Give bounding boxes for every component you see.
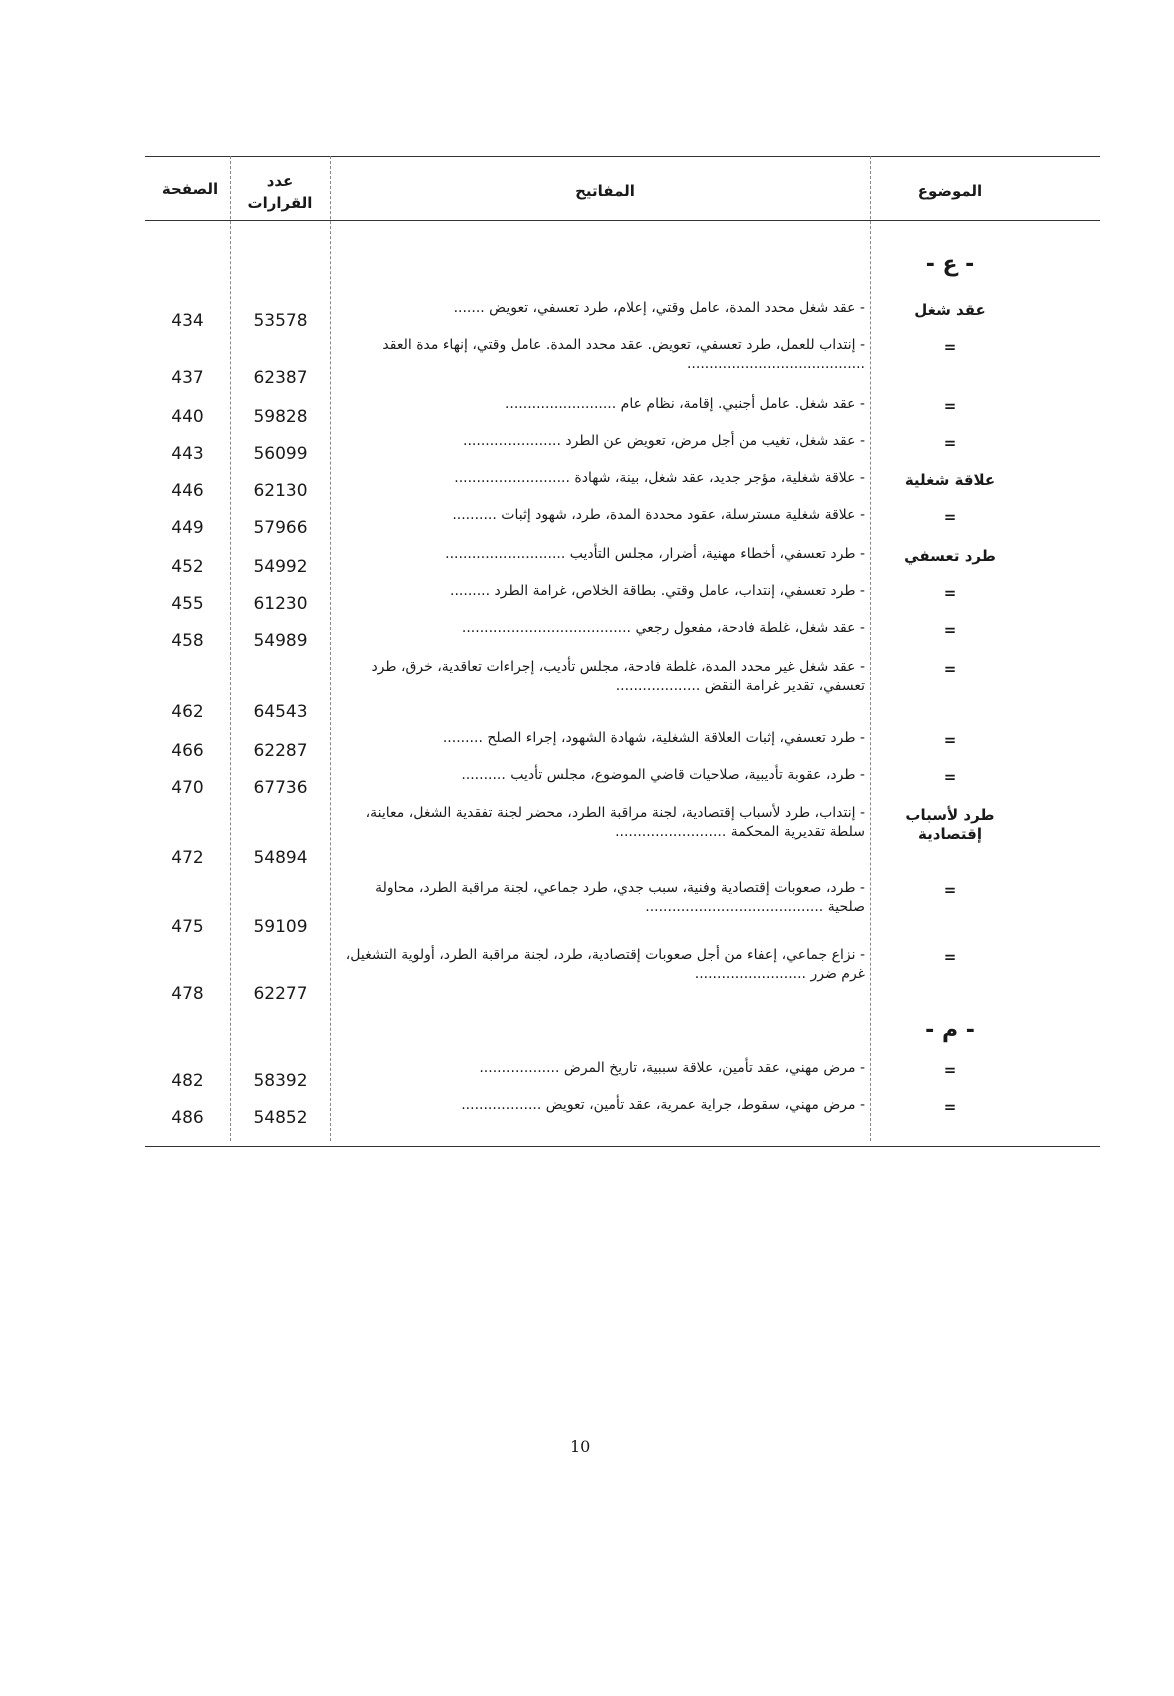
row-decision-number: 57966 <box>253 518 308 538</box>
row-decision-number: 59828 <box>253 407 308 427</box>
row-decision-number: 62287 <box>253 741 308 761</box>
row-keywords: - طرد، صعوبات إقتصادية وفنية، سبب جدي، طرد جماعي، لجنة مراقبة الطرد، محاولة صلحية ........................................ <box>375 880 865 915</box>
row-keywords: - طرد، عقوبة تأديبية، صلاحيات قاضي الموضوع، مجلس تأديب .......... <box>461 767 865 783</box>
row-page: 446 <box>171 481 204 501</box>
section-letter-ayn: - ع - <box>925 252 975 277</box>
row-topic: = <box>943 508 957 526</box>
header-topic: الموضوع <box>917 182 983 200</box>
row-topic: = <box>943 1061 957 1079</box>
row-decision-number: 53578 <box>253 311 308 331</box>
row-keywords: - عقد شغل، تغيب من أجل مرض، تعويض عن الطرد ...................... <box>463 433 865 449</box>
table-row <box>145 428 1100 466</box>
row-page: 437 <box>171 368 204 388</box>
table-bottom-border <box>145 1146 1100 1147</box>
row-keywords: - طرد تعسفي، إنتداب، عامل وقتي. بطاقة الخلاص، غرامة الطرد ......... <box>450 583 865 599</box>
table-row <box>145 875 1100 939</box>
row-topic: عقد شغل <box>914 301 986 319</box>
row-decision-number: 54989 <box>253 631 308 651</box>
row-page: 440 <box>171 407 204 427</box>
row-keywords: - عقد شغل محدد المدة، عامل وقتي، إعلام، طرد تعسفي، تعويض ....... <box>453 300 865 316</box>
row-decision-number: 59109 <box>253 917 308 937</box>
row-topic: طرد لأسباب إقتصادية <box>905 806 995 843</box>
table-row <box>145 1055 1100 1093</box>
row-topic: = <box>943 1098 957 1116</box>
row-topic: = <box>943 338 957 356</box>
section-letter-mim: - م - <box>925 1018 975 1043</box>
table-row <box>145 295 1100 333</box>
row-topic: طرد تعسفي <box>904 547 996 565</box>
row-topic: علاقة شغلية <box>904 471 996 489</box>
row-decision-number: 67736 <box>253 778 308 798</box>
row-page: 475 <box>171 917 204 937</box>
table-row <box>145 942 1100 1006</box>
row-page: 458 <box>171 631 204 651</box>
row-keywords: - طرد تعسفي، إثبات العلاقة الشغلية، شهادة الشهود، إجراء الصلح ......... <box>442 730 865 746</box>
row-page: 478 <box>171 984 204 1004</box>
header-keywords: المفاتيح <box>575 182 635 200</box>
row-decision-number: 64543 <box>253 702 308 722</box>
table-top-border <box>145 156 1100 157</box>
row-keywords: - إنتداب، طرد لأسباب إقتصادية، لجنة مراقبة الطرد، محضر لجنة تفقدية الشغل، معاينة، سلطة تقديرية المحكمة ......................... <box>365 805 865 840</box>
row-decision-number: 54894 <box>253 848 308 868</box>
table-row <box>145 541 1100 579</box>
row-page: 443 <box>171 444 204 464</box>
row-topic: = <box>943 621 957 639</box>
row-decision-number: 62387 <box>253 368 308 388</box>
row-topic: = <box>943 584 957 602</box>
row-decision-number: 62130 <box>253 481 308 501</box>
row-decision-number: 54852 <box>253 1108 308 1128</box>
row-page: 466 <box>171 741 204 761</box>
row-page: 449 <box>171 518 204 538</box>
table-row <box>145 502 1100 540</box>
table-row <box>145 654 1100 724</box>
row-page: 486 <box>171 1108 204 1128</box>
row-keywords: - علاقة شغلية، مؤجر جديد، عقد شغل، بينة، شهادة .......................... <box>454 470 865 486</box>
row-decision-number: 54992 <box>253 557 308 577</box>
row-keywords: - عقد شغل. عامل أجنبي. إقامة، نظام عام ......................... <box>504 396 865 412</box>
row-page: 434 <box>171 311 204 331</box>
row-keywords: - نزاع جماعي، إعفاء من أجل صعوبات إقتصادية، طرد، لجنة مراقبة الطرد، أولوية التشغيل، غرم ضرر ......................... <box>345 947 865 982</box>
table-row <box>145 1092 1100 1130</box>
row-decision-number: 56099 <box>253 444 308 464</box>
header-decisions-count: عدد القرارات <box>247 172 313 212</box>
row-topic: = <box>943 434 957 452</box>
row-keywords: - عقد شغل، غلطة فادحة، مفعول رجعي ...................................... <box>461 620 865 636</box>
row-page: 452 <box>171 557 204 577</box>
row-keywords: - مرض مهني، سقوط، جراية عمرية، عقد تأمين، تعويض .................. <box>461 1097 865 1113</box>
row-keywords: - مرض مهني، عقد تأمين، علاقة سببية، تاريخ المرض .................. <box>479 1060 865 1076</box>
row-topic: = <box>943 731 957 749</box>
row-topic: = <box>943 660 957 678</box>
table-row <box>145 465 1100 503</box>
table-row <box>145 391 1100 429</box>
row-page: 462 <box>171 702 204 722</box>
table-row <box>145 762 1100 800</box>
row-topic: = <box>943 948 957 966</box>
table-row <box>145 578 1100 616</box>
row-decision-number: 58392 <box>253 1071 308 1091</box>
row-decision-number: 62277 <box>253 984 308 1004</box>
row-topic: = <box>943 881 957 899</box>
table-row <box>145 800 1100 870</box>
row-keywords: - عقد شغل غير محدد المدة، غلطة فادحة، مجلس تأديب، إجراءات تعاقدية، خرق، طرد تعسفي، تقدير غرامة النقض ................... <box>371 659 865 694</box>
row-topic: = <box>943 768 957 786</box>
table-row <box>145 725 1100 763</box>
row-page: 472 <box>171 848 204 868</box>
row-keywords: - إنتداب للعمل، طرد تعسفي، تعويض. عقد محدد المدة. عامل وقتي، إنهاء مدة العقد ........................................ <box>382 337 865 372</box>
header-page: الصفحة <box>161 180 219 198</box>
row-topic: = <box>943 397 957 415</box>
row-keywords: - علاقة شغلية مسترسلة، عقود محددة المدة، طرد، شهود إثبات .......... <box>452 507 865 523</box>
row-page: 470 <box>171 778 204 798</box>
row-keywords: - طرد تعسفي، أخطاء مهنية، أضرار، مجلس التأديب ........................... <box>445 546 865 562</box>
row-page: 455 <box>171 594 204 614</box>
table-row <box>145 615 1100 653</box>
header-bottom-border <box>145 220 1100 221</box>
table-row <box>145 332 1100 390</box>
row-decision-number: 61230 <box>253 594 308 614</box>
row-page: 482 <box>171 1071 204 1091</box>
page-number: 10 <box>570 1437 591 1456</box>
